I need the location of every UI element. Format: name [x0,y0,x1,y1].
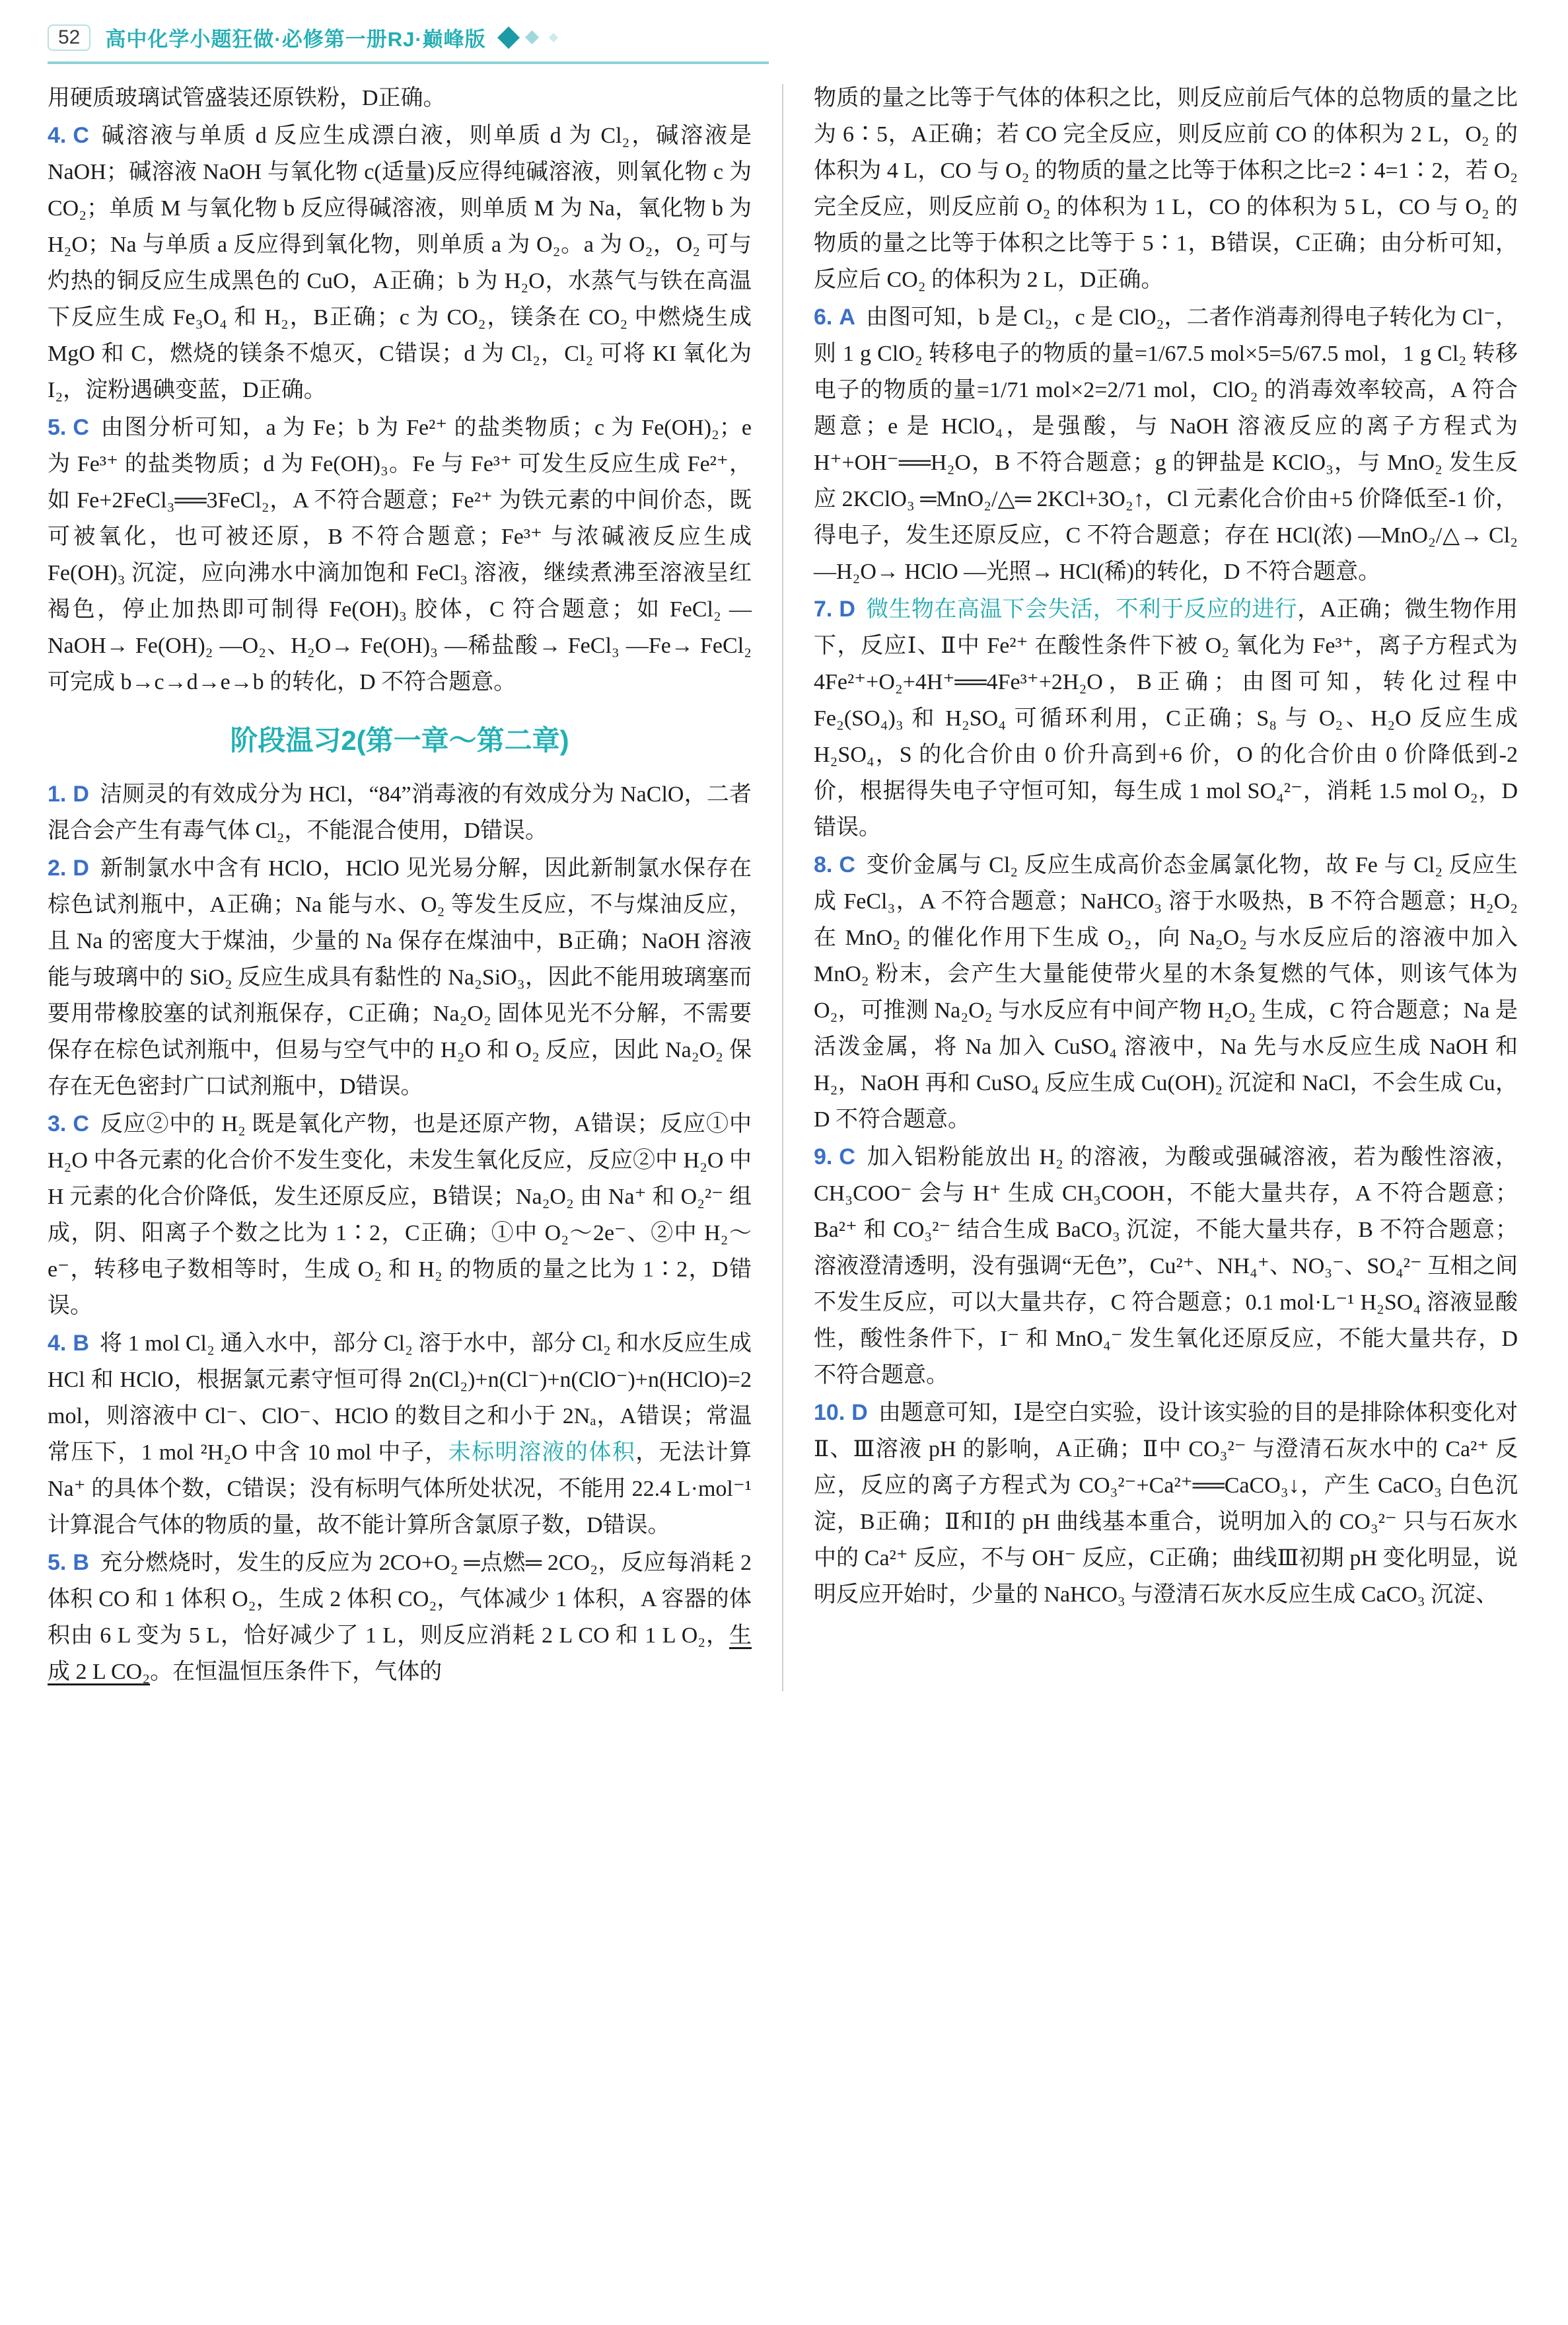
decorative-diamond-icon [549,32,558,42]
answer-paragraph [48,80,752,116]
answer-letter: C [73,1111,89,1136]
question-number: 1. [48,781,67,807]
answer-letter: C [73,415,89,440]
book-title: 高中化学小题狂做·必修第一册RJ·巅峰版 [105,28,486,51]
answer-paragraph [48,776,752,849]
question-number: 10. [814,1400,845,1425]
question-number: 4. [48,1330,67,1356]
answer-letter: C [839,852,855,877]
solution-text: 用硬质玻璃试管盛装还原铁粉，D正确。 [48,86,446,110]
answer-paragraph [48,410,752,700]
solution-text: 。在恒温恒压条件下，气体的 [150,1659,443,1684]
answer-letter: B [73,1330,89,1356]
right-column [814,80,1518,1691]
question-number: 3. [48,1111,67,1136]
decorative-diamond-icon [497,26,520,49]
answer-paragraph [48,1325,752,1543]
answer-paragraph [814,1139,1518,1393]
column-divider [782,84,783,1691]
left-column [48,80,752,1691]
answer-letter: A [839,305,855,330]
solution-text: 变价金属与 Cl₂ 反应生成高价态金属氯化物，故 Fe 与 Cl₂ 反应生成 FeCl₃，A 不符合题意；NaHCO₃ 溶于水吸热，B 不符合题意；H₂O₂ 在 MnO₂ 的催化作用下生成 O₂，向 Na₂O₂ 与水反应后的溶液中加入 MnO₂ 粉末，会产生大量能使带火星的木条复燃的气体，则该气体为 O₂，可推测 Na₂O₂ 与水反应有中间产物 H₂O₂ 生成，C 符合题意；Na 是活泼金属，将 Na 加入 CuSO₄ 溶液中，Na 先与水反应生成 NaOH 和 H₂，NaOH 再和 CuSO₄ 反应生成 Cu(OH)₂ 沉淀和 NaCl，不会生成 Cu，D 不符合题意。 [814,853,1518,1132]
answer-paragraph [814,591,1518,846]
solution-text: 由题意可知，Ⅰ是空白实验，设计该实验的目的是排除体积变化对Ⅱ、Ⅲ溶液 pH 的影响，A正确；Ⅱ中 CO₃²⁻ 与澄清石灰水中的 Ca²⁺ 反应，反应的离子方程式为 CO₃²⁻+Ca²⁺══CaCO₃↓，产生 CaCO₃ 白色沉淀，B正确；Ⅱ和Ⅰ的 pH 曲线基本重合，说明加入的 CO₃²⁻ 只与石灰水中的 Ca²⁺ 反应，不与 OH⁻ 反应，C正确；曲线Ⅲ初期 pH 变化明显，说明反应开始时，少量的 NaHCO₃ 与澄清石灰水反应生成 CaCO₃ 沉淀、 [814,1401,1518,1607]
solution-text: 新制氯水中含有 HClO，HClO 见光易分解，因此新制氯水保存在棕色试剂瓶中，A正确；Na 能与水、O₂ 等发生反应，不与煤油反应，且 Na 的密度大于煤油，少量的 Na 保存在煤油中，B正确；NaOH 溶液能与玻璃中的 SiO₂ 反应生成具有黏性的 Na₂SiO₃，因此不能用玻璃塞而要用带橡胶塞的试剂瓶保存，C正确；Na₂O₂ 固体见光不分解，不需要保存在棕色试剂瓶中，但易与空气中的 H₂O 和 O₂ 反应，因此 Na₂O₂ 保存在无色密封广口试剂瓶中，D错误。 [48,856,752,1099]
answer-paragraph [814,80,1518,298]
section-heading: 阶段温习2(第一章～第二章) [230,725,569,756]
question-number: 2. [48,855,67,881]
question-number: 4. [48,123,67,148]
answer-paragraph [814,299,1518,590]
question-number: 8. [814,852,833,877]
question-number: 6. [814,305,833,330]
answer-paragraph [48,1106,752,1324]
solution-text: 由图可知，b 是 Cl₂，c 是 ClO₂，二者作消毒剂得电子转化为 Cl⁻，则 1 g ClO₂ 转移电子的物质的量=1/67.5 mol×5=5/67.5 mol，1 g Cl₂ 转移电子的物质的量=1/71 mol×2=2/71 mol，ClO₂ 的消毒效率较高，A 符合题意；e 是 HClO₄，是强酸，与 NaOH 溶液反应的离子方程式为 H⁺+OH⁻══H₂O，B 不符合题意；g 的钾盐是 KClO₃，与 MnO₂ 发生反应 2KClO₃ ═MnO₂/△═ 2KCl+3O₂↑，Cl 元素化合价由+5 价降低至-1 价，得电子，发生还原反应，C 不符合题意；存在 HCl(浓) —MnO₂/△→ Cl₂ —H₂O→ HClO —光照→ HCl(稀)的转化，D 不符合题意。 [814,305,1518,584]
solution-text: 加入铝粉能放出 H₂ 的溶液，为酸或强碱溶液，若为酸性溶液，CH₃COO⁻ 会与 H⁺ 生成 CH₃COOH，不能大量共存，A 不符合题意；Ba²⁺ 和 CO₃²⁻ 结合生成 BaCO₃ 沉淀，不能大量共存，B 不符合题意；溶液澄清透明，没有强调“无色”，Cu²⁺、NH₄⁺、NO₃⁻、SO₄²⁻ 互相之间不发生反应，可以大量共存，C 符合题意；0.1 mol·L⁻¹ H₂SO₄ 溶液显酸性，酸性条件下，I⁻ 和 MnO₄⁻ 发生氧化还原反应，不能大量共存，D 不符合题意。 [814,1145,1518,1387]
question-number: 7. [814,597,833,622]
solution-text: 反应②中的 H₂ 既是氧化产物，也是还原产物，A错误；反应①中 H₂O 中各元素的化合价不发生变化，未发生氧化反应，反应②中 H₂O 中 H 元素的化合价降低，发生还原反应，B错误；Na₂O₂ 由 Na⁺ 和 O₂²⁻ 组成，阴、阳离子个数之比为 1∶2，C正确；①中 O₂～2e⁻、②中 H₂～e⁻，转移电子数相等时，生成 O₂ 和 H₂ 的物质的量之比为 1∶2，D错误。 [48,1111,752,1318]
question-number: 9. [814,1144,833,1169]
answer-letter: B [73,1549,89,1575]
decorative-diamond-icon [525,30,539,44]
question-number: 5. [48,1549,67,1575]
two-column-layout [48,80,1520,1691]
answer-paragraph [48,1545,752,1690]
solution-text: 洁厕灵的有效成分为 HCl，“84”消毒液的有效成分为 NaClO，二者混合会产生有毒气体 Cl₂，不能混合使用，D错误。 [48,782,752,843]
answer-letter: D [839,597,855,622]
solution-text: 物质的量之比等于气体的体积之比，则反应前后气体的总物质的量之比为 6∶5，A正确；若 CO 完全反应，则反应前 CO 的体积为 2 L，O₂ 的体积为 4 L，CO 与 O₂ 的物质的量之比等于体积之比=2∶4=1∶2，若 O₂ 完全反应，则反应前 O₂ 的体积为 1 L，CO 的体积为 5 L，CO 与 O₂ 的物质的量之比等于体积之比等于 5∶1，B错误，C正确；由分析可知，反应后 CO₂ 的体积为 2 L，D正确。 [814,86,1518,292]
highlight-text: 微生物在高温下会失活，不利于反应的进行 [865,597,1298,622]
page-number: 52 [48,24,90,51]
solution-text: 充分燃烧时，发生的反应为 2CO+O₂ ═点燃═ 2CO₂，反应每消耗 2 体积 CO 和 1 体积 O₂，生成 2 体积 CO₂，气体减少 1 体积，A 容器的体积由 6 L 变为 5 L，恰好减少了 1 L，则反应消耗 2 L CO 和 1 L O₂， [48,1550,752,1648]
answer-letter: D [73,855,89,881]
answer-letter: D [73,781,89,807]
solution-text: 碱溶液与单质 d 反应生成漂白液，则单质 d 为 Cl₂，碱溶液是 NaOH；碱溶液 NaOH 与氧化物 c(适量)反应得纯碱溶液，则氧化物 c 为 CO₂；单质 M 与氧化物 b 反应得碱溶液，则单质 M 为 Na，氧化物 b 为 H₂O；Na 与单质 a 反应得到氧化物，则单质 a 为 O₂。a 为 O₂，O₂ 可与灼热的铜反应生成黑色的 CuO，A正确；b 为 H₂O，水蒸气与铁在高温下反应生成 Fe₃O₄ 和 H₂，B正确；c 为 CO₂，镁条在 CO₂ 中燃烧生成 MgO 和 C，燃烧的镁条不熄灭，C错误；d 为 Cl₂，Cl₂ 可将 KI 氧化为 I₂，淀粉遇碘变蓝，D正确。 [48,124,752,402]
answer-paragraph [814,847,1518,1138]
answer-paragraph [48,850,752,1105]
solution-text: 将 1 mol Cl₂ 通入水中，部分 Cl₂ 溶于水中，部分 Cl₂ 和水反应生成 HCl 和 HClO，根据氯元素守恒可得 2n(Cl₂)+n(Cl⁻)+n(ClO⁻)+n(HClO)=2 mol，则溶液中 Cl⁻、ClO⁻、HClO 的数目之和小于 2Nₐ，A错误；常温常压下，1 mol ²H₂O 中含 10 mol 中子， [48,1331,752,1465]
solution-text: ，A正确；微生物作用下，反应Ⅰ、Ⅱ中 Fe²⁺ 在酸性条件下被 O₂ 氧化为 Fe³⁺，离子方程式为 4Fe²⁺+O₂+4H⁺══4Fe³⁺+2H₂O，B正确；由图可知，转化过程中 Fe₂(SO₄)₃ 和 H₂SO₄ 可循环利用，C正确；S₈ 与 O₂、H₂O 反应生成 H₂SO₄，S 的化合价由 0 价升高到+6 价，O 的化合价由 0 价降低到-2 价，根据得失电子守恒可知，每生成 1 mol SO₄²⁻，消耗 1.5 mol O₂，D错误。 [814,597,1518,840]
question-number: 5. [48,415,67,440]
underlined-text: 生成 2 L CO₂ [48,1623,752,1684]
answer-letter: C [73,123,89,148]
highlight-text: 未标明溶液的体积 [448,1440,636,1465]
page-header [48,18,769,64]
solution-text: ，无法计算 Na⁺ 的具体个数，C错误；没有标明气体所处状况，不能用 22.4 L·mol⁻¹ 计算混合气体的物质的量，故不能计算所含氯原子数，D错误。 [48,1440,752,1537]
answer-letter: D [851,1400,868,1425]
answer-paragraph [814,1395,1518,1613]
answer-letter: C [839,1144,855,1169]
solution-text: 由图分析可知，a 为 Fe；b 为 Fe²⁺ 的盐类物质；c 为 Fe(OH)₂；e 为 Fe³⁺ 的盐类物质；d 为 Fe(OH)₃。Fe 与 Fe³⁺ 可发生反应生成 Fe²⁺，如 Fe+2FeCl₃══3FeCl₂，A 不符合题意；Fe²⁺ 为铁元素的中间价态，既可被氧化，也可被还原，B 不符合题意；Fe³⁺ 与浓碱液反应生成 Fe(OH)₃ 沉淀，应向沸水中滴加饱和 FeCl₃ 溶液，继续煮沸至溶液呈红褐色，停止加热即可制得 Fe(OH)₃ 胶体，C 符合题意；如 FeCl₂ —NaOH→ Fe(OH)₂ —O₂、H₂O→ Fe(OH)₃ —稀盐酸→ FeCl₃ —Fe→ FeCl₂ 可完成 b→c→d→e→b 的转化，D 不符合题意。 [48,416,752,694]
answer-paragraph [48,118,752,408]
